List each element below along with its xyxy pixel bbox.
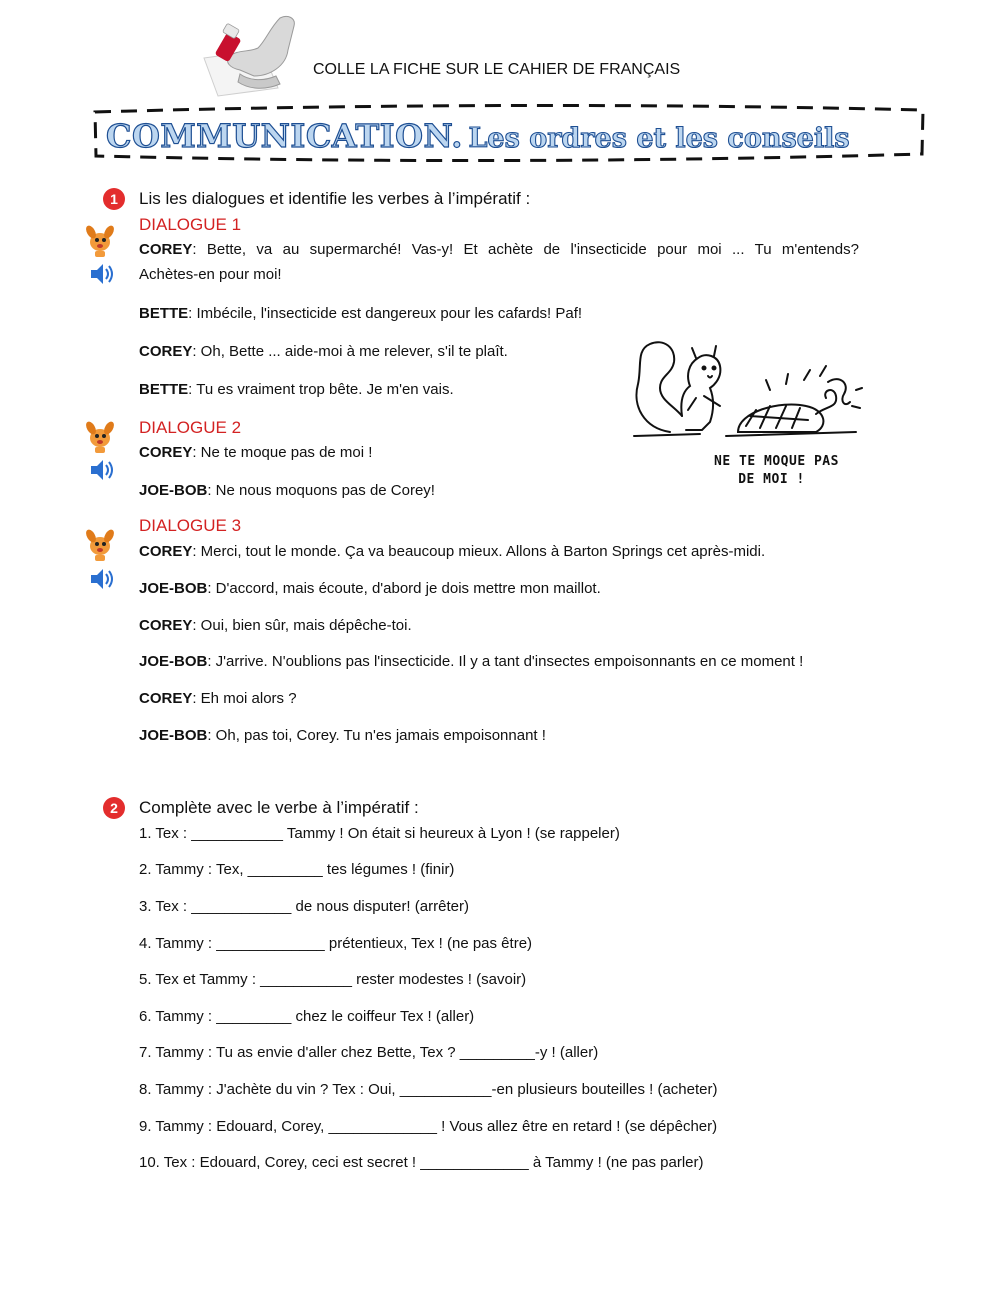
line-text: : Merci, tout le monde. Ça va beaucoup mieux. Allons à Barton Springs cet après-midi. [192,543,766,560]
speaker-name: COREY [139,617,193,634]
dialogue-heading: DIALOGUE 1 [139,215,242,234]
line-text: : Bette, va au supermarché! Vas-y! Et achète de l'insecticide pour moi ... Tu m'entends? [192,241,859,258]
line-text: : Tu es vraiment trop bête. Je m'en vais. [188,381,454,398]
line-text: : Imbécile, l'insecticide est dangereux pour les cafards! Paf! [188,305,583,322]
speaker-name: COREY [139,444,193,461]
line-text: Achètes-en pour moi! [139,266,282,283]
dialogue-line [139,540,765,564]
dog-icon [82,222,118,258]
dog-icon [82,526,118,562]
dialogue-line [139,614,412,638]
dialogue-line [139,441,372,465]
title-sub: Les ordres et les conseils [468,123,850,154]
exercise-item: 1. Tex : ___________ Tammy ! On était si heureux à Lyon ! (se rappeler) [139,825,620,842]
speaker-name: JOE-BOB [139,653,208,670]
line-text: : Oh, Bette ... aide-moi à me relever, s'il te plaît. [192,343,508,360]
line-text: : Eh moi alors ? [192,690,297,707]
dialogue-line [139,263,282,287]
line-text: : Ne te moque pas de moi ! [192,444,373,461]
squirrel-cockroach-cartoon [630,336,870,446]
speaker-name: JOE-BOB [139,482,208,499]
dialogue-line [139,479,435,503]
header-instruction: COLLE LA FICHE SUR LE CAHIER DE FRANÇAIS [313,61,681,78]
speaker-name: COREY [139,343,193,360]
dialogue-line [139,302,582,326]
exercise-item: 4. Tammy : _____________ prétentieux, Tex ! (ne pas être) [139,935,533,952]
dialogue-heading: DIALOGUE 2 [139,418,242,437]
exercise-item: 5. Tex et Tammy : ___________ rester modestes ! (savoir) [139,971,527,988]
speaker-audio-icon[interactable] [88,566,116,592]
page-title [106,117,850,155]
dialogue-line [139,650,803,674]
exercise-item: 8. Tammy : J'achète du vin ? Tex : Oui, ___________-en plusieurs bouteilles ! (acheter) [139,1081,718,1098]
exercise-item: 9. Tammy : Edouard, Corey, _____________ ! Vous allez être en retard ! (se dépêcher) [139,1118,718,1135]
cartoon-caption [684,453,869,489]
exercise-item: 7. Tammy : Tu as envie d'aller chez Bette, Tex ? _________-y ! (aller) [139,1044,599,1061]
title-main: COMMUNICATION. [106,117,463,155]
dialogue-line [139,238,859,262]
line-text: : Oui, bien sûr, mais dépêche-toi. [192,617,412,634]
exercise-item: 3. Tex : ____________ de nous disputer! (arrêter) [139,898,469,915]
caption-line-2: DE MOI ! [738,472,805,487]
speaker-audio-icon[interactable] [88,457,116,483]
speaker-name: BETTE [139,381,189,398]
exercise-item: 2. Tammy : Tex, _________ tes légumes ! (finir) [139,861,455,878]
exercise-number-badge: 2 [103,797,125,819]
exercise2-title: Complète avec le verbe à l’impératif : [139,798,419,817]
dog-icon [82,418,118,454]
speaker-name: BETTE [139,305,189,322]
dialogue-line [139,340,508,364]
dialogue-line [139,724,546,748]
exercise1-title: Lis les dialogues et identifie les verbes à l’impératif : [139,189,531,208]
dialogue-line [139,577,601,601]
exercise-number-badge: 1 [103,188,125,210]
line-text: : Oh, pas toi, Corey. Tu n'es jamais empoisonnant ! [207,727,546,744]
speaker-name: COREY [139,690,193,707]
dialogue-line [139,687,297,711]
exercise-item: 6. Tammy : _________ chez le coiffeur Tex ! (aller) [139,1008,475,1025]
dialogue-line [139,378,454,402]
exercise-item: 10. Tex : Edouard, Corey, ceci est secret ! _____________ à Tammy ! (ne pas parler) [139,1154,704,1171]
speaker-name: JOE-BOB [139,727,208,744]
caption-line-1: NE TE MOQUE PAS [714,454,839,469]
speaker-name: COREY [139,543,193,560]
dialogue-heading: DIALOGUE 3 [139,516,242,535]
glue-hand-illustration [200,10,300,100]
speaker-name: COREY [139,241,193,258]
line-text: : D'accord, mais écoute, d'abord je dois mettre mon maillot. [207,580,601,597]
line-text: : J'arrive. N'oublions pas l'insecticide. Il y a tant d'insectes empoisonnants en ce moment ! [207,653,804,670]
line-text: : Ne nous moquons pas de Corey! [207,482,435,499]
speaker-name: JOE-BOB [139,580,208,597]
speaker-audio-icon[interactable] [88,261,116,287]
